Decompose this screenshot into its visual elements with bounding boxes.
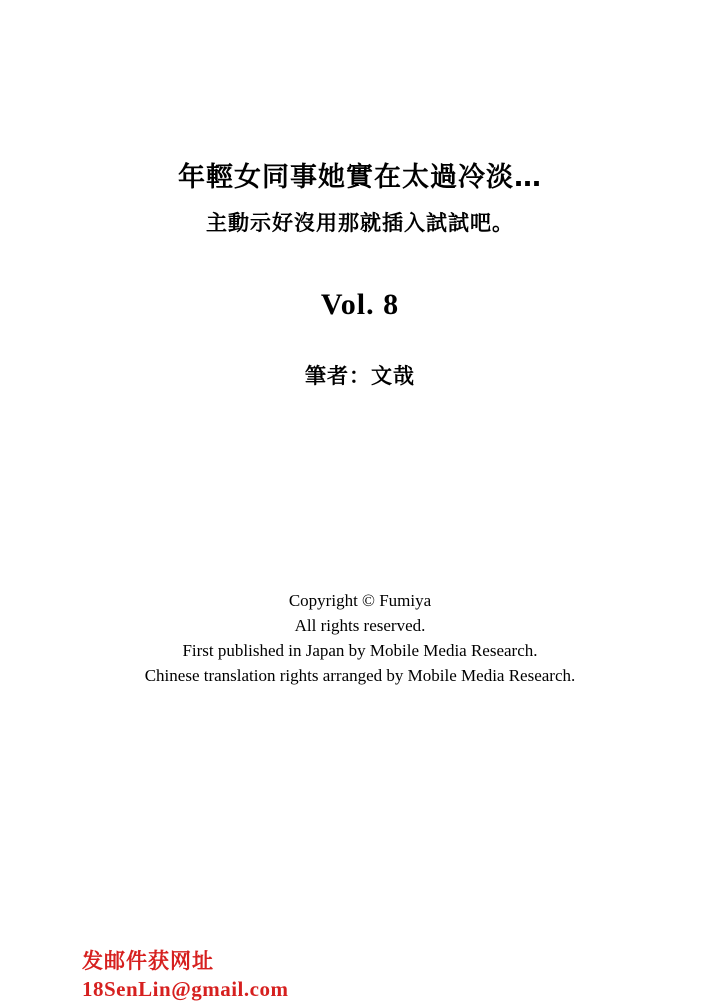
- copyright-line-4: Chinese translation rights arranged by Mobile Media Research.: [144, 666, 576, 685]
- copyright-block: [0, 588, 720, 688]
- author-label: 筆者：文哉: [305, 363, 415, 388]
- copyright-line-2: All rights reserved.: [294, 616, 426, 635]
- page-title-line-1: 年輕女同事她實在太過冷淡…: [178, 162, 542, 193]
- copyright-line-1: Copyright © Fumiya: [288, 591, 432, 610]
- title-block: [0, 160, 720, 240]
- watermark-line-1: 发邮件获网址: [82, 949, 214, 973]
- copyright-line-3: First published in Japan by Mobile Media Research.: [182, 641, 538, 660]
- watermark-email: 18SenLin@gmail.com: [82, 977, 289, 1001]
- watermark: [82, 948, 288, 1002]
- volume-label: Vol. 8: [320, 287, 400, 321]
- page-title-line-2: 主動示好沒用那就插入試試吧。: [206, 211, 514, 236]
